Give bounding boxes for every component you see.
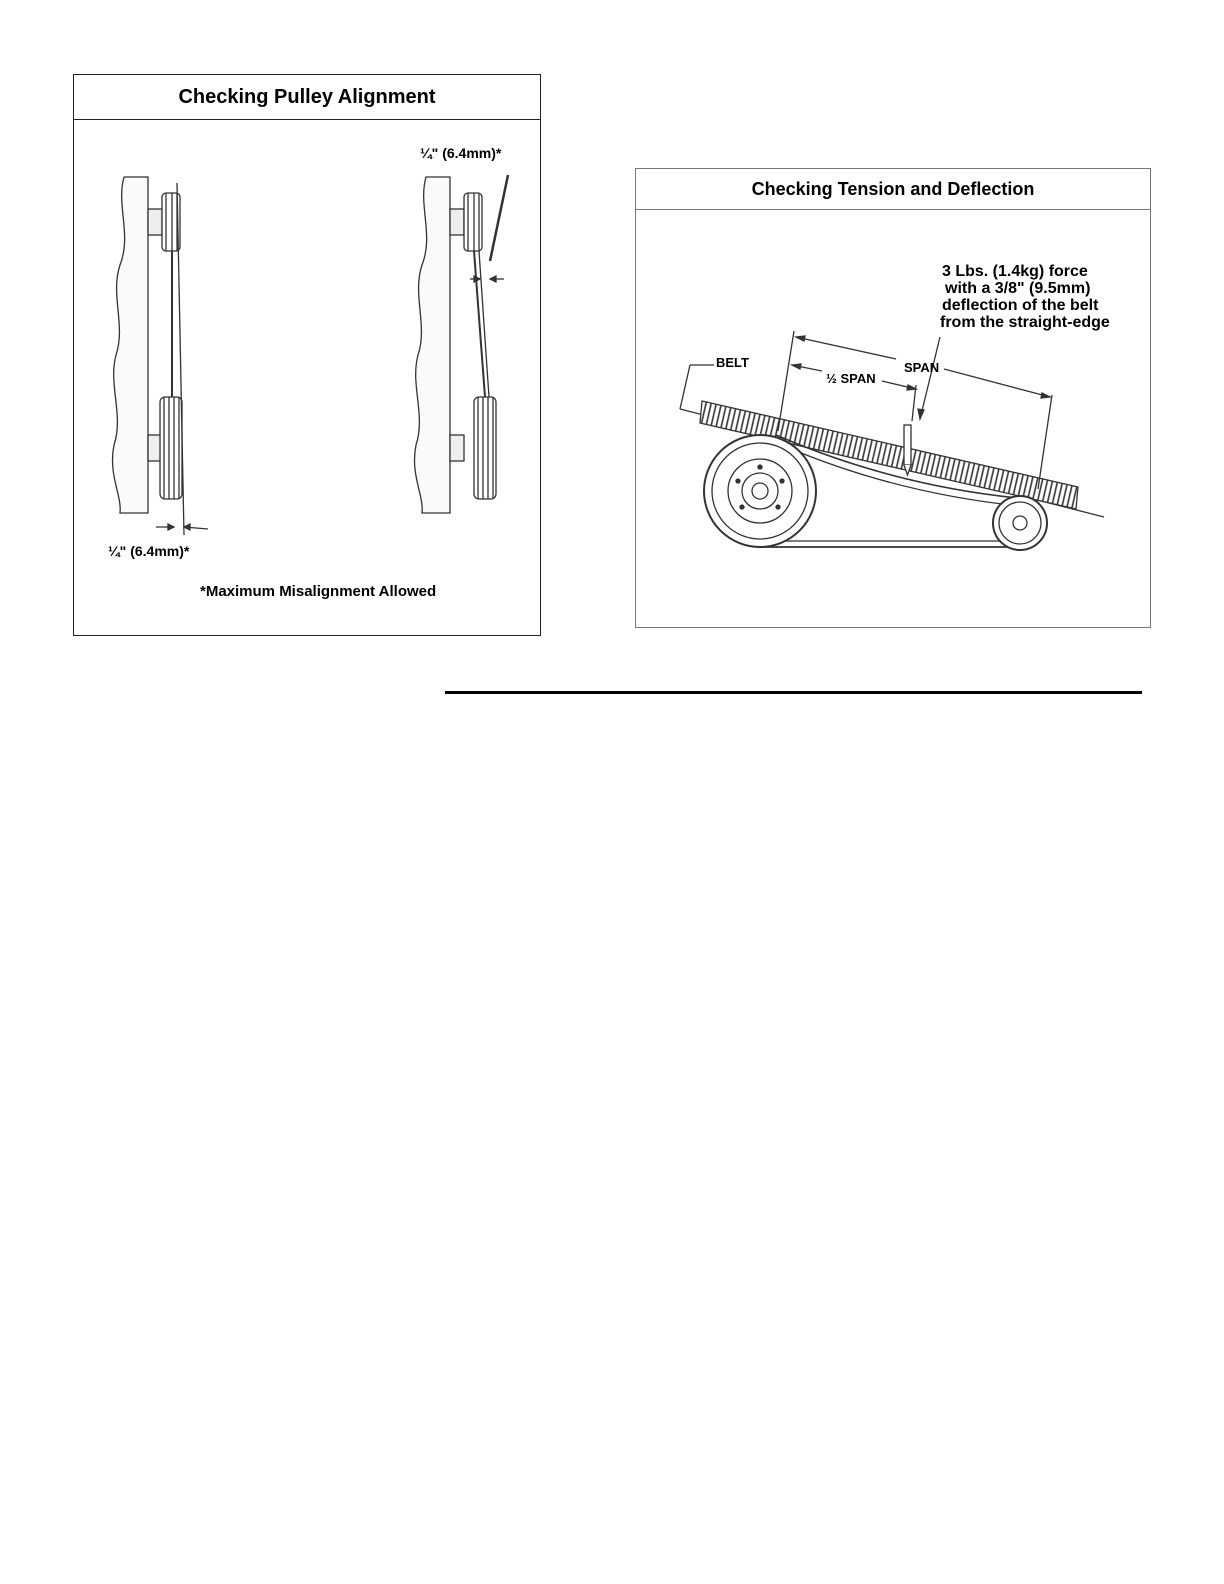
pulley-alignment-title: Checking Pulley Alignment xyxy=(74,75,540,120)
deflection-gauge xyxy=(904,425,911,465)
tension-deflection-panel xyxy=(635,168,1151,628)
dimension-pointer-right xyxy=(490,175,508,261)
belt-label: BELT xyxy=(716,355,749,370)
pulley-alignment-panel xyxy=(73,74,541,636)
force-note-line-4: from the straight-edge xyxy=(940,314,1110,331)
bottom-dimension-label: ¼" (6.4mm)* xyxy=(108,543,190,559)
shaft-upper-right xyxy=(450,209,464,235)
mounting-surface-right xyxy=(414,177,450,513)
force-note-line-3: deflection of the belt xyxy=(942,297,1099,314)
shaft-upper-left xyxy=(148,209,162,235)
mounting-surface-left xyxy=(112,177,148,513)
force-note-line-1: 3 Lbs. (1.4kg) force xyxy=(942,263,1088,280)
section-divider xyxy=(445,691,1142,694)
span-label: SPAN xyxy=(904,360,940,375)
force-note-line-2: with a 3/8" (9.5mm) xyxy=(945,280,1091,297)
shaft-lower-right xyxy=(450,435,464,461)
misalignment-footnote: *Maximum Misalignment Allowed xyxy=(200,583,437,600)
tension-deflection-title: Checking Tension and Deflection xyxy=(636,169,1150,210)
force-note xyxy=(942,263,1110,331)
tension-deflection-diagram xyxy=(636,169,1150,627)
top-dimension-label: ¼" (6.4mm)* xyxy=(420,145,502,161)
half-span-label: ½ SPAN xyxy=(826,371,876,386)
